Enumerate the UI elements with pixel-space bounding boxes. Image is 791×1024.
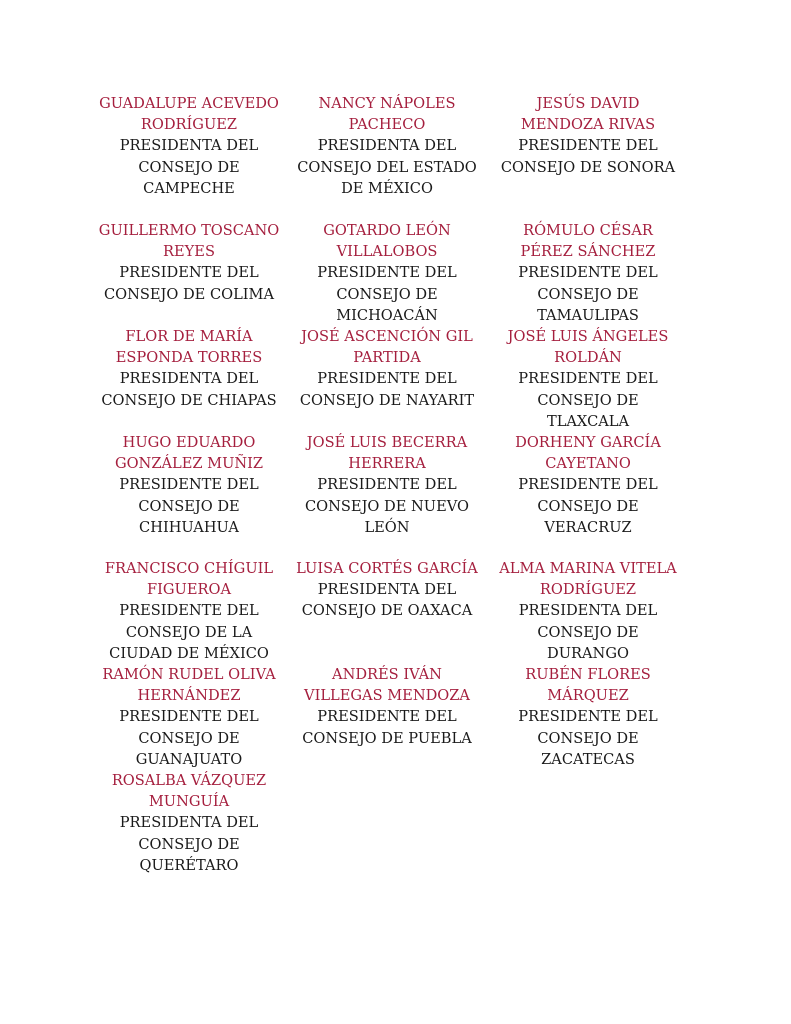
council-president-entry [97,326,281,411]
council-president-entry [97,93,281,199]
person-role: PRESIDENTE DEL CONSEJO DE COLIMA [103,264,275,303]
person-name: RUBÉN FLORES MÁRQUEZ [525,666,651,705]
person-name: JESÚS DAVID MENDOZA RIVAS [520,95,656,134]
person-role: PRESIDENTA DEL CONSEJO DE QUERÉTARO [119,814,259,874]
council-president-entry [97,432,281,538]
council-president-entry [97,664,281,770]
council-president-entry [295,432,479,538]
person-role: PRESIDENTE DEL CONSEJO DE ZACATECAS [518,708,658,768]
person-role: PRESIDENTE DEL CONSEJO DE GUANAJUATO [119,708,259,768]
person-name: FRANCISCO CHÍGUIL FIGUEROA [104,560,274,599]
person-name: GUILLERMO TOSCANO REYES [98,222,280,261]
person-role: PRESIDENTE DEL CONSEJO DE MICHOACÁN [317,264,457,324]
person-role: PRESIDENTE DEL CONSEJO DE CHIHUAHUA [119,476,259,536]
council-president-entry [295,664,479,749]
person-role: PRESIDENTE DEL CONSEJO DE SONORA [500,137,676,176]
person-name: GOTARDO LEÓN VILLALOBOS [323,222,451,261]
council-president-entry [496,664,680,770]
council-president-entry [496,220,680,326]
person-name: LUISA CORTÉS GARCÍA [296,560,478,577]
council-president-entry [295,220,479,326]
person-name: RAMÓN RUDEL OLIVA HERNÁNDEZ [102,666,276,705]
council-president-entry [295,93,479,199]
person-role: PRESIDENTE DEL CONSEJO DE NAYARIT [299,370,475,409]
person-role: PRESIDENTE DEL CONSEJO DE LA CIUDAD DE MÉXICO [109,602,269,662]
person-name: ROSALBA VÁZQUEZ MUNGUÍA [111,772,267,811]
person-role: PRESIDENTA DEL CONSEJO DE CHIAPAS [101,370,277,409]
person-name: NANCY NÁPOLES PACHECO [318,95,456,134]
council-president-entry [496,326,680,432]
person-role: PRESIDENTE DEL CONSEJO DE TAMAULIPAS [518,264,658,324]
person-role: PRESIDENTA DEL CONSEJO DEL ESTADO DE MÉXICO [297,137,477,197]
person-role: PRESIDENTA DEL CONSEJO DE OAXACA [301,581,473,620]
person-name: DORHENY GARCÍA CAYETANO [515,434,661,473]
person-name: FLOR DE MARÍA ESPONDA TORRES [115,328,263,367]
council-president-entry [295,558,479,622]
council-president-entry [97,558,281,664]
person-role: PRESIDENTA DEL CONSEJO DE DURANGO [518,602,658,662]
council-president-entry [496,93,680,178]
person-role: PRESIDENTA DEL CONSEJO DE CAMPECHE [119,137,259,197]
person-name: RÓMULO CÉSAR PÉREZ SÁNCHEZ [520,222,656,261]
person-name: HUGO EDUARDO GONZÁLEZ MUÑIZ [114,434,264,473]
person-name: GUADALUPE ACEVEDO RODRÍGUEZ [99,95,279,134]
person-role: PRESIDENTE DEL CONSEJO DE VERACRUZ [518,476,658,536]
person-role: PRESIDENTE DEL CONSEJO DE NUEVO LEÓN [305,476,469,536]
person-name: ANDRÉS IVÁN VILLEGAS MENDOZA [304,666,470,705]
person-name: JOSÉ LUIS ÁNGELES ROLDÁN [507,328,669,367]
person-role: PRESIDENTE DEL CONSEJO DE PUEBLA [302,708,472,747]
council-president-entry [496,432,680,538]
council-president-entry [496,558,680,664]
council-president-entry [295,326,479,411]
person-name: JOSÉ ASCENCIÓN GIL PARTIDA [301,328,473,367]
council-president-entry [97,220,281,305]
person-name: ALMA MARINA VITELA RODRÍGUEZ [499,560,677,599]
person-role: PRESIDENTE DEL CONSEJO DE TLAXCALA [518,370,658,430]
council-president-entry [97,770,281,876]
person-name: JOSÉ LUIS BECERRA HERRERA [306,434,468,473]
